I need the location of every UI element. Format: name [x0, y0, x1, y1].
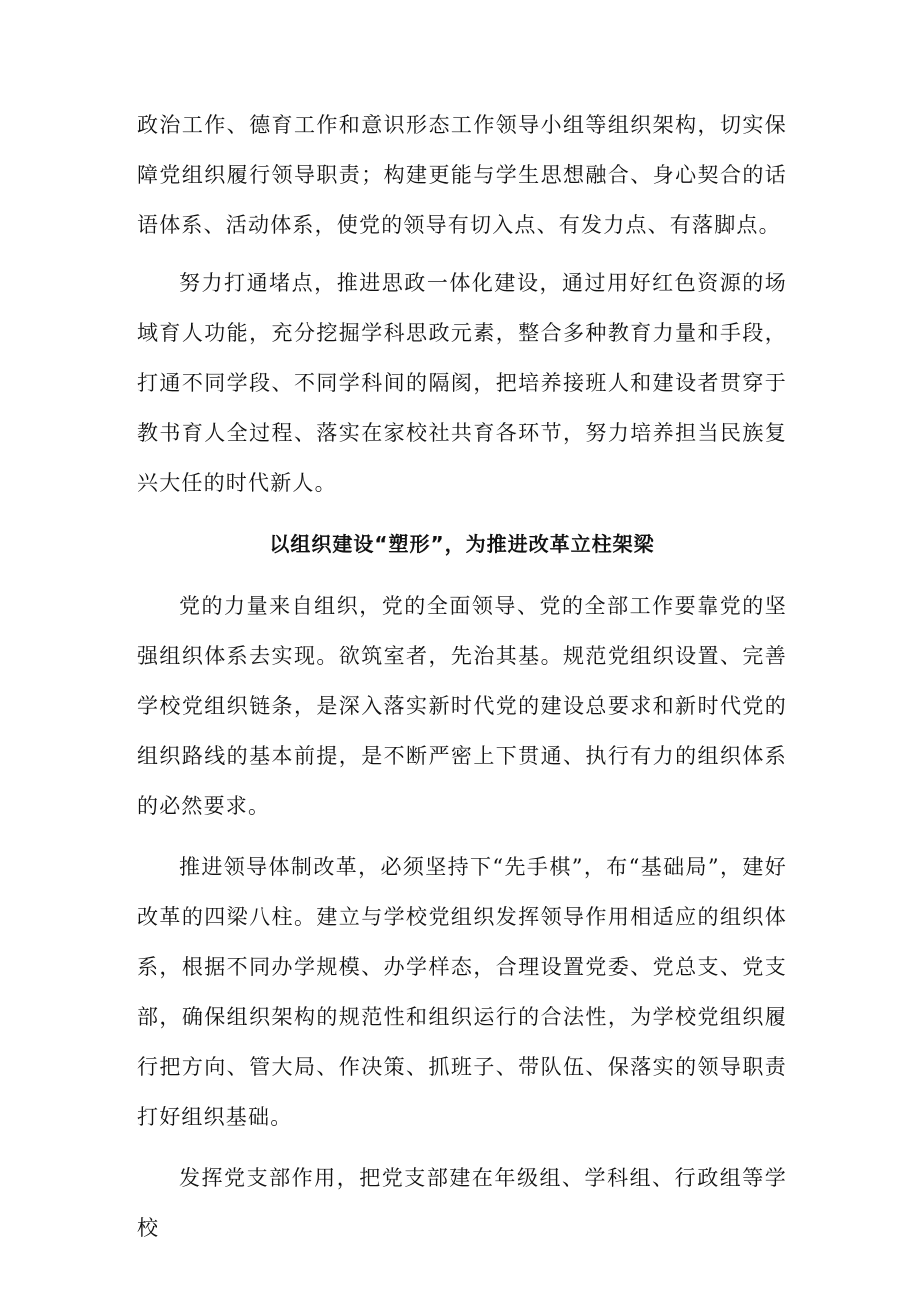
paragraph-party-branch: 发挥党支部作用，把党支部建在年级组、学科组、行政组等学校	[137, 1166, 787, 1240]
section-heading: 以组织建设“塑形”，为推进改革立柱架梁	[269, 532, 655, 556]
paragraph-leadership-reform: 推进领导体制改革，必须坚持下“先手棋”，布“基础局”，建好改革的四梁八柱。建立与学校党组织发挥领导作用相适应的组织体系，根据不同办学规模、办学样态，合理设置党委、党总支、党支部，确保组织架构的规范性和组织运行的合法性，为学校党组织履行把方向、管大局、作决策、抓班子、带队伍、保落实的领导职责打好组织基础。	[137, 855, 787, 1129]
paragraph-organization-strength: 党的力量来自组织，党的全面领导、党的全部工作要靠党的坚强组织体系去实现。欲筑室者，先治其基。规范党组织设置、完善学校党组织链条，是深入落实新时代党的建设总要求和新时代党的组织路线的基本前提，是不断严密上下贯通、执行有力的组织体系的必然要求。	[137, 594, 787, 818]
paragraph-continuation: 政治工作、德育工作和意识形态工作领导小组等组织架构，切实保障党组织履行领导职责；构建更能与学生思想融合、身心契合的话语体系、活动体系，使党的领导有切入点、有发力点、有落脚点。	[137, 113, 787, 237]
document-page	[137, 100, 787, 1253]
paragraph-ideology-integration: 努力打通堵点，推进思政一体化建设，通过用好红色资源的场域育人功能，充分挖掘学科思政元素，整合多种教育力量和手段，打通不同学段、不同学科间的隔阂，把培养接班人和建设者贯穿于教书育人全过程、落实在家校社共育各环节，努力培养担当民族复兴大任的时代新人。	[137, 271, 787, 495]
